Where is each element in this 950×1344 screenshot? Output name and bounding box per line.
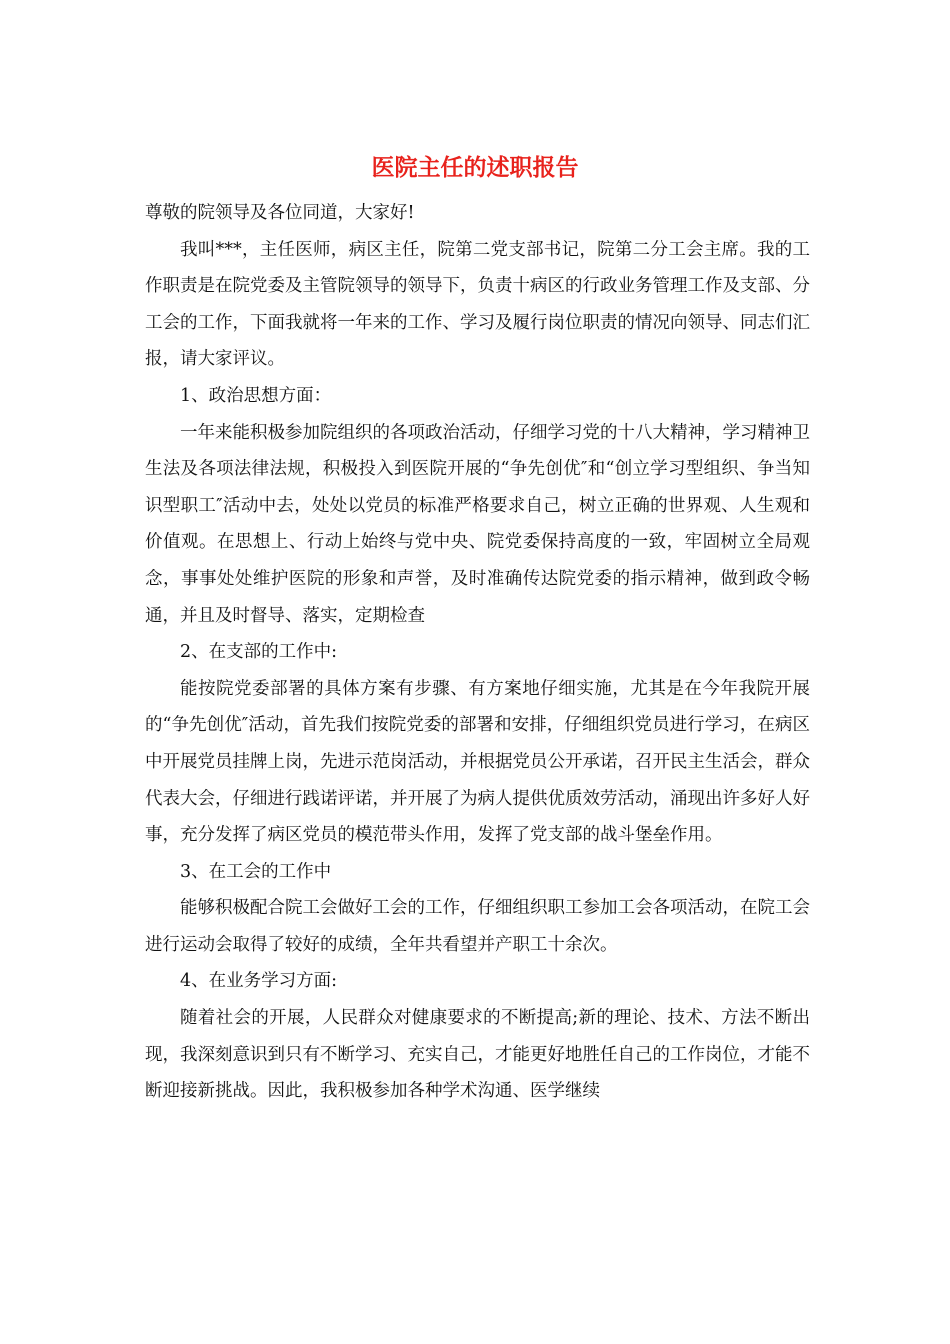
section-body-4: 随着社会的开展，人民群众对健康要求的不断提高;新的理论、技术、方法不断出现，我深刻意识到只有不断学习、充实自己，才能更好地胜任自己的工作岗位，才能不断迎接新挑战。因此，我积极参加各种学术沟通、医学继续 — [145, 1008, 810, 1102]
greeting-paragraph: 尊敬的院领导及各位同道，大家好! — [145, 203, 415, 223]
intro-paragraph: 我叫***，主任医师，病区主任，院第二党支部书记，院第二分工会主席。我的工作职责是在院党委及主管院领导的领导下，负责十病区的行政业务管理工作及支部、分工会的工作，下面我就将一年来的工作、学习及履行岗位职责的情况向领导、同志们汇报，请大家评议。 — [145, 239, 810, 370]
section-heading-1: 1、政治思想方面： — [180, 385, 332, 406]
section-heading-4: 4、在业务学习方面: — [180, 971, 338, 992]
section-heading-2: 2、在支部的工作中: — [180, 642, 338, 663]
section-heading-3: 3、在工会的工作中 — [180, 861, 332, 882]
section-body-2: 能按院党委部署的具体方案有步骤、有方案地仔细实施，尤其是在今年我院开展的“争先创优″活动，首先我们按院党委的部署和安排，仔细组织党员进行学习，在病区中开展党员挂牌上岗，先进示范岗活动，并根据党员公开承诺，召开民主生活会，群众代表大会，仔细进行践诺评诺，并开展了为病人提供优质效劳活动，涌现出许多好人好事，充分发挥了病区党员的模范带头作用，发挥了党支部的战斗堡垒作用。 — [145, 678, 810, 846]
section-body-3: 能够积极配合院工会做好工会的工作，仔细组织职工参加工会各项活动，在院工会进行运动会取得了较好的成绩，全年共看望并产职工十余次。 — [145, 898, 810, 955]
section-body-1: 一年来能积极参加院组织的各项政治活动，仔细学习党的十八大精神，学习精神卫生法及各项法律法规，积极投入到医院开展的“争先创优″和“创立学习型组织、争当知识型职工″活动中去，处处以党员的标准严格要求自己，树立正确的世界观、人生观和价值观。在思想上、行动上始终与党中央、院党委保持高度的一致，牢固树立全局观念，事事处处维护医院的形象和声誉，及时准确传达院党委的指示精神，做到政令畅通，并且及时督导、落实，定期检查 — [145, 422, 810, 626]
document-title: 医院主任的述职报告 — [371, 154, 579, 181]
document-body — [145, 195, 810, 1110]
